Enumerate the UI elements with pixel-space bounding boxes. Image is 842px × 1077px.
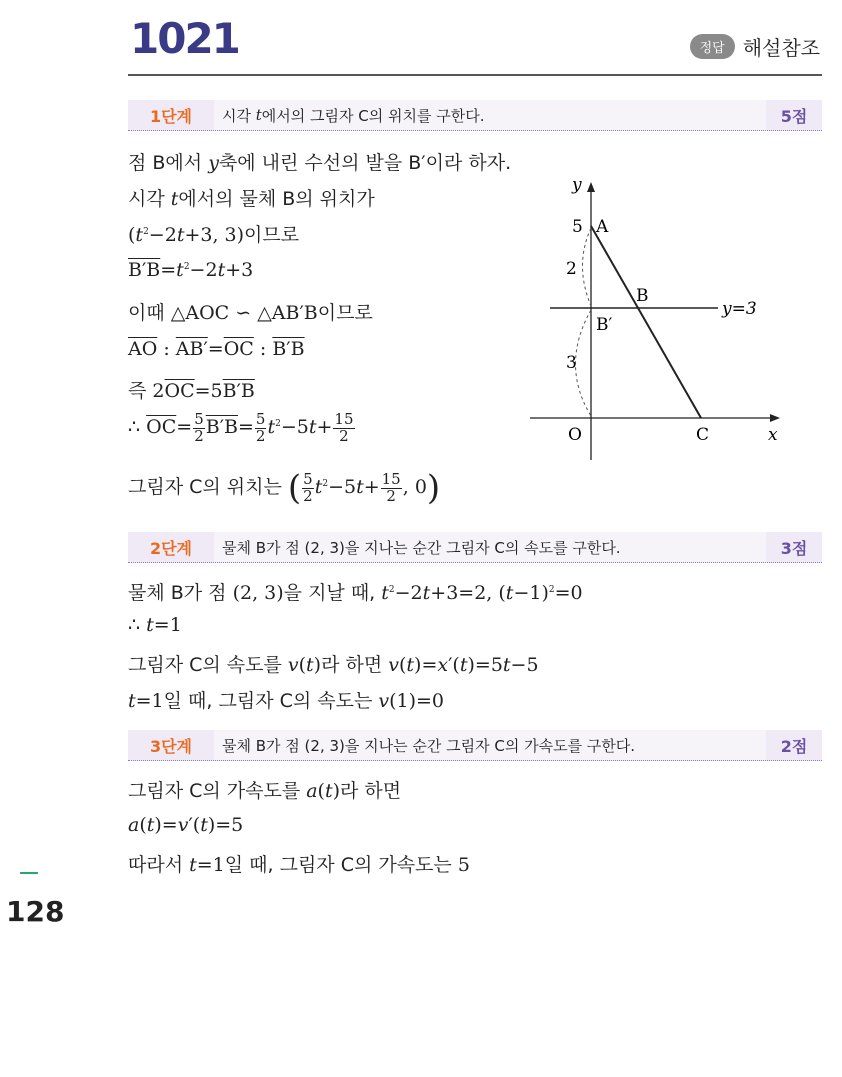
- step1-line-9: 그림자 C의 위치는 ( $\frac{5}{2}$ $t^2-5t+$ $\frac{15}{2}$ , 0): [128, 468, 441, 508]
- step3-line-3: 따라서 t=1일 때, 그림자 C의 가속도는 5: [128, 854, 470, 876]
- step-3-description: 물체 B가 점 (2, 3)을 지나는 순간 그림자 C의 가속도를 구한다.: [214, 730, 766, 760]
- brace-3: [576, 310, 592, 416]
- step3-line-2: a(t)=v′(t)=5: [128, 814, 244, 836]
- answer-reference: [690, 32, 820, 61]
- step2-line-1: 물체 B가 점 (2, 3)을 지날 때, $t^2-2t+3=2$, $(t-1)^2=0$: [128, 582, 583, 604]
- x-axis-arrow-icon: [770, 414, 780, 422]
- point-b-prime-label: B′: [596, 315, 613, 335]
- step-1-label: 1단계: [149, 106, 193, 126]
- brace-2: [583, 228, 592, 306]
- step2-line-2: ∴ t=1: [128, 614, 182, 636]
- geometry-figure: [522, 170, 792, 470]
- step-3-bar: [128, 730, 822, 761]
- step-1-description: 시각 t 에서의 그림자 C의 위치를 구한다.: [214, 100, 766, 130]
- step-1-bar: [128, 100, 822, 131]
- step1-line-3: ($t^2-2t+3$, 3)이므로: [128, 224, 300, 246]
- step1-line-5: 이때 △AOC ∽ △AB′B이므로: [128, 302, 373, 324]
- step-3-label: 3단계: [149, 736, 193, 756]
- problem-number: 1021: [130, 14, 239, 63]
- step-3-points: 2점: [766, 734, 822, 757]
- page-number: 128: [6, 895, 65, 928]
- label-5: 5: [572, 217, 583, 237]
- answer-ref-text: 해설참조: [742, 36, 820, 60]
- y-axis-arrow-icon: [587, 182, 595, 192]
- step-2-label: 2단계: [149, 538, 193, 558]
- header-divider: [128, 74, 822, 76]
- answer-badge: 정답: [690, 34, 735, 59]
- step1-line-7: 즉 $2\overline{OC}=5B'B$: [128, 380, 255, 402]
- step-2-points: 3점: [766, 536, 822, 559]
- step1-line-1: 점 B에서 y축에 내린 수선의 발을 B′이라 하자.: [128, 152, 512, 174]
- step1-line-6: $\overline{AO}$ : $AB'=\overline{OC}$ : B′B: [128, 338, 305, 360]
- point-a-label: A: [596, 217, 609, 237]
- origin-label: O: [568, 425, 582, 445]
- x-axis-label: x: [768, 425, 778, 445]
- y-axis-label: y: [572, 175, 582, 195]
- point-b-label: B: [636, 286, 649, 306]
- step3-line-1: 그림자 C의 가속도를 a(t)라 하면: [128, 780, 402, 802]
- step1-line-2: 시각 t에서의 물체 B의 위치가: [128, 188, 375, 210]
- point-c-label: C: [696, 425, 710, 445]
- step-1-points: 5점: [766, 104, 822, 127]
- step-2-bar: [128, 532, 822, 563]
- segment-3-label: 3: [566, 353, 577, 373]
- step-2-description: 물체 B가 점 (2, 3)을 지나는 순간 그림자 C의 속도를 구한다.: [214, 532, 766, 562]
- step1-line-4: $B'B=t^2-2t+3$: [128, 259, 254, 281]
- line-eq-label: y=3: [722, 299, 757, 319]
- step2-line-4: t=1일 때, 그림자 C의 속도는 v(1)=0: [128, 690, 445, 712]
- step1-line-8: ∴ $\overline{OC}=$ $\frac{5}{2}$ B′B= $\frac{5}{2}$ $t^2-5t+$ $\frac{15}{2}$: [128, 410, 354, 445]
- segment-2-label: 2: [566, 259, 577, 279]
- step2-line-3: 그림자 C의 속도를 v(t)라 하면 v(t)=x′(t)=5t−5: [128, 654, 539, 676]
- page-number-tick: [20, 872, 38, 874]
